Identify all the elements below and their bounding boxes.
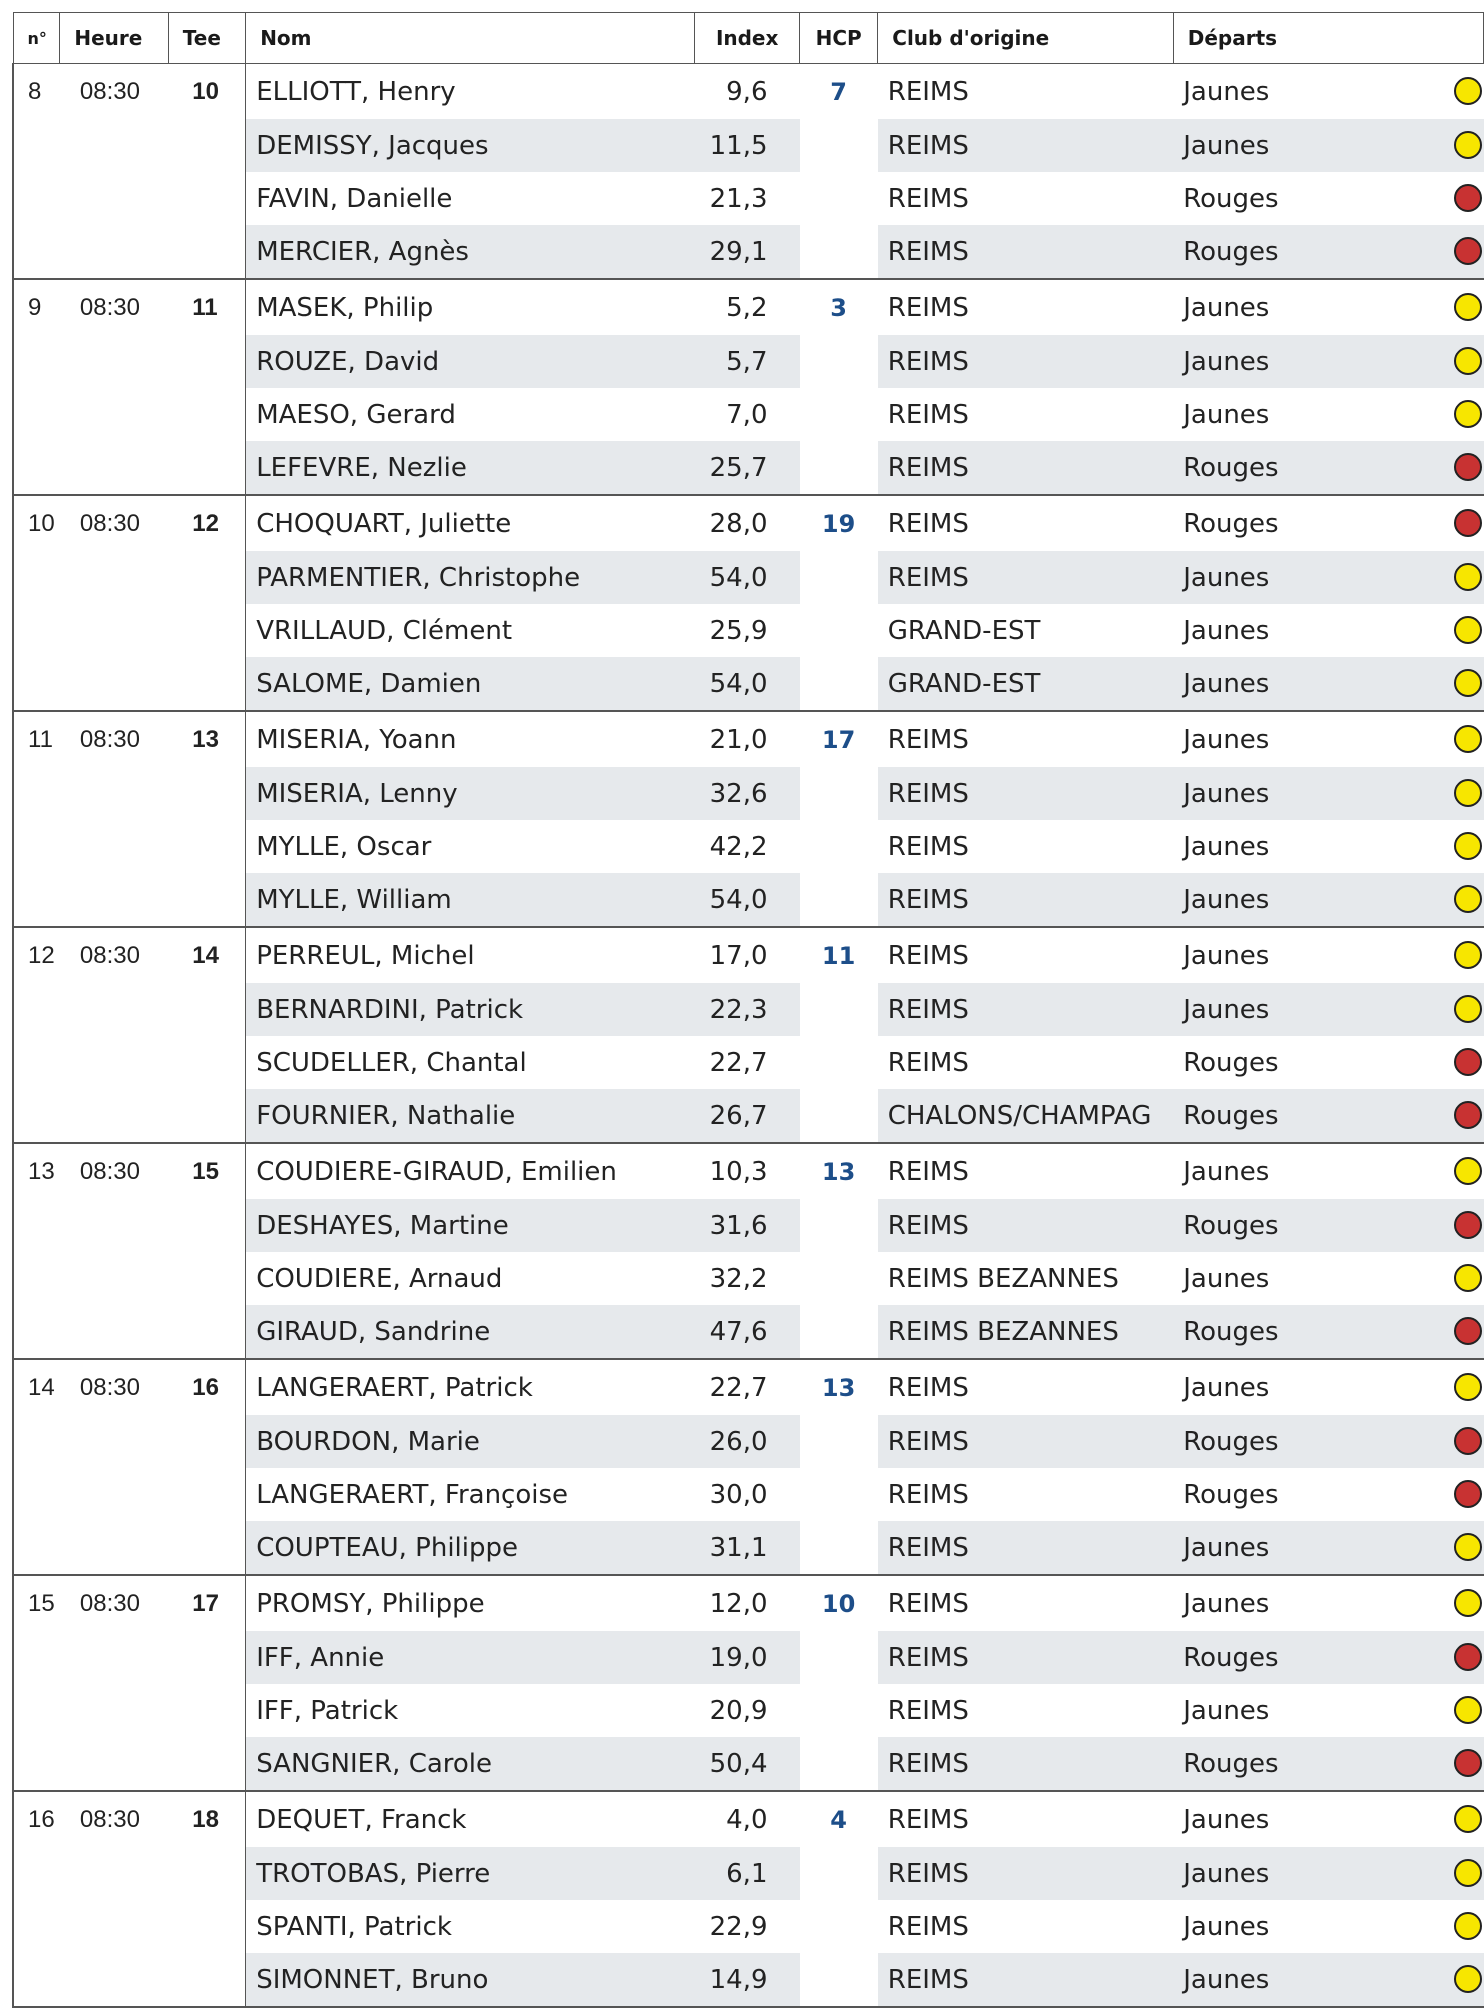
- player-depart: [1173, 119, 1483, 172]
- player-index: 6,1: [695, 1847, 800, 1900]
- tee-color-icon: [1454, 669, 1482, 697]
- tee-color-icon: [1454, 131, 1482, 159]
- player-name: MYLLE, Oscar: [246, 820, 695, 873]
- player-name: PROMSY, Philippe: [246, 1575, 695, 1631]
- table-row: [13, 1143, 1484, 1199]
- player-name: ROUZE, David: [246, 335, 695, 388]
- player-depart: [1173, 495, 1483, 551]
- group-hcp: 3: [800, 279, 878, 495]
- tee-group: [13, 1143, 1484, 1359]
- depart-label: Jaunes: [1183, 1804, 1270, 1835]
- player-depart: [1173, 1252, 1483, 1305]
- header-index: Index: [695, 13, 800, 64]
- player-index: 25,7: [695, 441, 800, 495]
- player-name: SANGNIER, Carole: [246, 1737, 695, 1791]
- group-hcp: 4: [800, 1791, 878, 2007]
- player-club: REIMS: [878, 119, 1173, 172]
- player-name: LANGERAERT, Françoise: [246, 1468, 695, 1521]
- tee-color-icon: [1454, 1317, 1482, 1345]
- player-depart: [1173, 335, 1483, 388]
- tee-color-icon: [1454, 1264, 1482, 1292]
- tee-color-icon: [1454, 725, 1482, 753]
- player-club: REIMS: [878, 767, 1173, 820]
- start-time: 08:30: [79, 1374, 140, 1401]
- player-name: COUPTEAU, Philippe: [246, 1521, 695, 1575]
- table-row: [13, 64, 1484, 120]
- start-time: 08:30: [79, 1158, 140, 1185]
- depart-label: Jaunes: [1183, 1372, 1270, 1403]
- tee-color-icon: [1454, 347, 1482, 375]
- depart-label: Rouges: [1183, 1047, 1279, 1078]
- player-index: 31,1: [695, 1521, 800, 1575]
- player-index: 30,0: [709, 1479, 768, 1510]
- tee-color-icon: [1454, 1965, 1482, 1993]
- player-depart: [1173, 927, 1483, 983]
- player-index: 32,2: [709, 1263, 768, 1294]
- player-depart: [1173, 441, 1483, 495]
- tee-color-icon: [1454, 1912, 1482, 1940]
- depart-label: Jaunes: [1183, 399, 1270, 430]
- tee-color-icon: [1454, 1805, 1482, 1833]
- tee-color-icon: [1454, 1211, 1482, 1239]
- start-time: 08:30: [79, 1806, 140, 1833]
- depart-label: Rouges: [1183, 183, 1279, 214]
- player-index: 26,7: [695, 1089, 800, 1143]
- player-index: 5,7: [695, 335, 800, 388]
- player-depart: [1173, 388, 1483, 441]
- group-number: 12: [13, 927, 60, 1143]
- player-name: LEFEVRE, Nezlie: [246, 441, 695, 495]
- player-depart: [1173, 1575, 1483, 1631]
- player-club: REIMS: [887, 399, 969, 430]
- player-club: REIMS: [878, 1415, 1173, 1468]
- player-name: BOURDON, Marie: [246, 1415, 695, 1468]
- tee-number: 11: [192, 294, 218, 321]
- player-name: COUDIERE-GIRAUD, Emilien: [246, 1143, 695, 1199]
- player-index: 54,0: [695, 551, 800, 604]
- tee-number: 18: [192, 1806, 219, 1833]
- table-row: [13, 1791, 1484, 1847]
- player-index: 21,3: [709, 183, 768, 214]
- player-index: 28,0: [709, 508, 768, 539]
- player-depart: [1173, 1737, 1483, 1791]
- group-number: 15: [13, 1575, 60, 1791]
- depart-label: Jaunes: [1183, 130, 1270, 161]
- group-hcp: 7: [800, 64, 878, 280]
- player-club: REIMS: [878, 983, 1173, 1036]
- player-club: REIMS: [887, 940, 969, 971]
- group-number: 8: [13, 64, 60, 280]
- player-name: SCUDELLER, Chantal: [246, 1036, 695, 1089]
- player-name: MISERIA, Lenny: [246, 767, 695, 820]
- player-club: REIMS: [887, 1588, 969, 1619]
- player-club: REIMS: [887, 1372, 969, 1403]
- player-name: TROTOBAS, Pierre: [246, 1847, 695, 1900]
- group-number: 11: [13, 711, 60, 927]
- player-name: DEMISSY, Jacques: [246, 119, 695, 172]
- player-index: 7,0: [726, 399, 768, 430]
- player-name: IFF, Annie: [246, 1631, 695, 1684]
- depart-label: Rouges: [1183, 1100, 1279, 1131]
- depart-label: Jaunes: [1183, 562, 1270, 593]
- tee-color-icon: [1454, 995, 1482, 1023]
- depart-label: Rouges: [1183, 1426, 1279, 1457]
- tee-number: 16: [192, 1374, 219, 1401]
- player-depart: [1173, 1199, 1483, 1252]
- header-club: Club d'origine: [878, 13, 1173, 64]
- group-number: 13: [13, 1143, 60, 1359]
- player-club: REIMS BEZANNES: [887, 1263, 1119, 1294]
- player-index: 12,0: [709, 1588, 768, 1619]
- player-club: REIMS: [878, 1953, 1173, 2007]
- depart-label: Rouges: [1183, 236, 1279, 267]
- header-heure: Heure: [60, 13, 168, 64]
- player-name: MAESO, Gerard: [246, 388, 695, 441]
- player-club: GRAND-EST: [878, 657, 1173, 711]
- tee-number: 17: [192, 1590, 219, 1617]
- player-club: REIMS: [878, 1847, 1173, 1900]
- tee-group: [13, 64, 1484, 280]
- depart-label: Rouges: [1183, 1316, 1279, 1347]
- start-time: 08:30: [79, 726, 140, 753]
- player-club: REIMS: [878, 225, 1173, 279]
- player-depart: [1173, 1359, 1483, 1415]
- player-club: REIMS: [887, 1804, 969, 1835]
- depart-label: Rouges: [1183, 1642, 1279, 1673]
- group-hcp: 13: [800, 1359, 878, 1575]
- player-index: 14,9: [695, 1953, 800, 2007]
- tee-color-icon: [1454, 563, 1482, 591]
- player-depart: [1173, 225, 1483, 279]
- player-depart: [1173, 1468, 1483, 1521]
- player-depart: [1173, 711, 1483, 767]
- player-index: 26,0: [695, 1415, 800, 1468]
- player-club: REIMS: [887, 183, 969, 214]
- player-index: 19,0: [695, 1631, 800, 1684]
- tee-group: [13, 1791, 1484, 2007]
- player-name: VRILLAUD, Clément: [246, 604, 695, 657]
- tee-color-icon: [1454, 184, 1482, 212]
- player-name: PARMENTIER, Christophe: [246, 551, 695, 604]
- player-depart: [1173, 1791, 1483, 1847]
- depart-label: Jaunes: [1183, 1263, 1270, 1294]
- depart-label: Jaunes: [1183, 940, 1270, 971]
- tee-group: [13, 495, 1484, 711]
- tee-color-icon: [1454, 779, 1482, 807]
- player-club: REIMS: [887, 1911, 969, 1942]
- player-index: 22,7: [709, 1047, 768, 1078]
- tee-color-icon: [1454, 1589, 1482, 1617]
- tee-color-icon: [1454, 453, 1482, 481]
- player-club: REIMS: [887, 724, 969, 755]
- player-index: 10,3: [709, 1156, 768, 1187]
- tee-number: 15: [192, 1158, 219, 1185]
- tee-color-icon: [1454, 237, 1482, 265]
- depart-label: Jaunes: [1183, 724, 1270, 755]
- player-club: REIMS: [878, 441, 1173, 495]
- player-index: 22,9: [709, 1911, 768, 1942]
- depart-label: Rouges: [1183, 1748, 1279, 1779]
- depart-label: Jaunes: [1183, 994, 1270, 1025]
- tee-number: 14: [192, 942, 219, 969]
- player-club: REIMS: [878, 1631, 1173, 1684]
- start-time: 08:30: [79, 1590, 140, 1617]
- tee-number: 10: [192, 78, 219, 105]
- player-index: 22,3: [695, 983, 800, 1036]
- player-club: REIMS: [887, 76, 969, 107]
- table-row: [13, 1575, 1484, 1631]
- player-club: GRAND-EST: [887, 615, 1041, 646]
- tee-group: [13, 279, 1484, 495]
- table-row: [13, 927, 1484, 983]
- depart-label: Jaunes: [1183, 884, 1270, 915]
- tee-color-icon: [1454, 1373, 1482, 1401]
- tee-color-icon: [1454, 509, 1482, 537]
- table-row: [13, 279, 1484, 335]
- tee-color-icon: [1454, 293, 1482, 321]
- player-name: BERNARDINI, Patrick: [246, 983, 695, 1036]
- player-depart: [1173, 820, 1483, 873]
- player-index: 17,0: [709, 940, 768, 971]
- player-index: 31,6: [695, 1199, 800, 1252]
- player-depart: [1173, 657, 1483, 711]
- tee-color-icon: [1454, 941, 1482, 969]
- group-hcp: 10: [800, 1575, 878, 1791]
- player-depart: [1173, 551, 1483, 604]
- tee-color-icon: [1454, 1480, 1482, 1508]
- group-hcp: 17: [800, 711, 878, 927]
- tee-color-icon: [1454, 77, 1482, 105]
- player-club: REIMS: [887, 831, 969, 862]
- tee-number: 13: [192, 726, 219, 753]
- player-club: REIMS: [887, 1047, 969, 1078]
- player-depart: [1173, 983, 1483, 1036]
- player-depart: [1173, 1684, 1483, 1737]
- tee-color-icon: [1454, 832, 1482, 860]
- player-depart: [1173, 1036, 1483, 1089]
- group-hcp: 11: [800, 927, 878, 1143]
- player-depart: [1173, 1143, 1483, 1199]
- player-depart: [1173, 1089, 1483, 1143]
- player-name: LANGERAERT, Patrick: [246, 1359, 695, 1415]
- group-number: 9: [13, 279, 60, 495]
- start-time: 08:30: [79, 78, 140, 105]
- player-depart: [1173, 1415, 1483, 1468]
- player-depart: [1173, 64, 1483, 120]
- player-index: 5,2: [726, 292, 768, 323]
- group-hcp: 19: [800, 495, 878, 711]
- player-depart: [1173, 1847, 1483, 1900]
- player-club: REIMS: [887, 1695, 969, 1726]
- start-time: 08:30: [79, 294, 140, 321]
- player-name: DESHAYES, Martine: [246, 1199, 695, 1252]
- player-depart: [1173, 767, 1483, 820]
- depart-label: Jaunes: [1183, 76, 1270, 107]
- tee-color-icon: [1454, 1048, 1482, 1076]
- tee-group: [13, 1575, 1484, 1791]
- player-depart: [1173, 1305, 1483, 1359]
- group-number: 14: [13, 1359, 60, 1575]
- player-index: 32,6: [695, 767, 800, 820]
- player-name: MISERIA, Yoann: [246, 711, 695, 767]
- player-index: 42,2: [709, 831, 768, 862]
- depart-label: Jaunes: [1183, 1695, 1270, 1726]
- player-club: REIMS: [878, 335, 1173, 388]
- tee-color-icon: [1454, 1157, 1482, 1185]
- player-name: ELLIOTT, Henry: [246, 64, 695, 120]
- tee-number: 12: [192, 510, 219, 537]
- depart-label: Rouges: [1183, 1210, 1279, 1241]
- depart-label: Jaunes: [1183, 1156, 1270, 1187]
- player-index: 29,1: [695, 225, 800, 279]
- player-index: 21,0: [709, 724, 768, 755]
- table-row: [13, 495, 1484, 551]
- depart-label: Rouges: [1183, 508, 1279, 539]
- player-club: REIMS BEZANNES: [878, 1305, 1173, 1359]
- player-club: REIMS: [887, 508, 969, 539]
- player-depart: [1173, 172, 1483, 225]
- table-row: [13, 711, 1484, 767]
- player-club: REIMS: [887, 292, 969, 323]
- tee-color-icon: [1454, 1749, 1482, 1777]
- player-index: 54,0: [695, 657, 800, 711]
- player-index: 25,9: [709, 615, 768, 646]
- depart-label: Jaunes: [1183, 615, 1270, 646]
- player-index: 47,6: [695, 1305, 800, 1359]
- player-index: 9,6: [726, 76, 768, 107]
- depart-label: Jaunes: [1183, 292, 1270, 323]
- depart-label: Rouges: [1183, 1479, 1279, 1510]
- depart-label: Jaunes: [1183, 1532, 1270, 1563]
- depart-label: Jaunes: [1183, 1911, 1270, 1942]
- tee-times-table: [12, 12, 1484, 2008]
- player-club: REIMS: [878, 551, 1173, 604]
- group-hcp: 13: [800, 1143, 878, 1359]
- tee-color-icon: [1454, 1859, 1482, 1887]
- player-depart: [1173, 1521, 1483, 1575]
- player-index: 22,7: [709, 1372, 768, 1403]
- tee-color-icon: [1454, 1643, 1482, 1671]
- header-hcp: HCP: [800, 13, 878, 64]
- player-name: CHOQUART, Juliette: [246, 495, 695, 551]
- player-depart: [1173, 604, 1483, 657]
- tee-group: [13, 711, 1484, 927]
- tee-color-icon: [1454, 1533, 1482, 1561]
- table-row: [13, 1359, 1484, 1415]
- player-name: COUDIERE, Arnaud: [246, 1252, 695, 1305]
- depart-label: Jaunes: [1183, 1588, 1270, 1619]
- player-name: MERCIER, Agnès: [246, 225, 695, 279]
- player-name: GIRAUD, Sandrine: [246, 1305, 695, 1359]
- player-club: REIMS: [887, 1156, 969, 1187]
- tee-group: [13, 927, 1484, 1143]
- depart-label: Jaunes: [1183, 1964, 1270, 1995]
- tee-color-icon: [1454, 885, 1482, 913]
- player-club: REIMS: [878, 1521, 1173, 1575]
- depart-label: Jaunes: [1183, 346, 1270, 377]
- depart-label: Jaunes: [1183, 831, 1270, 862]
- tee-group: [13, 1359, 1484, 1575]
- player-club: REIMS: [878, 1199, 1173, 1252]
- depart-label: Jaunes: [1183, 778, 1270, 809]
- header-nom: Nom: [246, 13, 695, 64]
- player-index: 20,9: [709, 1695, 768, 1726]
- player-club: CHALONS/CHAMPAG: [878, 1089, 1173, 1143]
- player-index: 50,4: [695, 1737, 800, 1791]
- player-name: MASEK, Philip: [246, 279, 695, 335]
- player-depart: [1173, 1953, 1483, 2007]
- player-name: FOURNIER, Nathalie: [246, 1089, 695, 1143]
- tee-color-icon: [1454, 1427, 1482, 1455]
- player-name: DEQUET, Franck: [246, 1791, 695, 1847]
- header-departs: Départs: [1173, 13, 1483, 64]
- group-number: 10: [13, 495, 60, 711]
- player-index: 4,0: [726, 1804, 768, 1835]
- player-depart: [1173, 873, 1483, 927]
- tee-color-icon: [1454, 400, 1482, 428]
- player-name: SIMONNET, Bruno: [246, 1953, 695, 2007]
- depart-label: Jaunes: [1183, 1858, 1270, 1889]
- table-header: [13, 13, 1484, 64]
- player-name: PERREUL, Michel: [246, 927, 695, 983]
- header-num: n°: [13, 13, 60, 64]
- player-club: REIMS: [878, 1737, 1173, 1791]
- player-name: MYLLE, William: [246, 873, 695, 927]
- group-number: 16: [13, 1791, 60, 2007]
- tee-color-icon: [1454, 1101, 1482, 1129]
- header-tee: Tee: [168, 13, 245, 64]
- player-index: 54,0: [695, 873, 800, 927]
- player-club: REIMS: [887, 1479, 969, 1510]
- player-club: REIMS: [878, 873, 1173, 927]
- player-name: SPANTI, Patrick: [246, 1900, 695, 1953]
- player-depart: [1173, 1631, 1483, 1684]
- player-name: SALOME, Damien: [246, 657, 695, 711]
- player-depart: [1173, 1900, 1483, 1953]
- player-name: FAVIN, Danielle: [246, 172, 695, 225]
- tee-color-icon: [1454, 616, 1482, 644]
- player-index: 11,5: [695, 119, 800, 172]
- depart-label: Jaunes: [1183, 668, 1270, 699]
- tee-color-icon: [1454, 1696, 1482, 1724]
- start-time: 08:30: [79, 510, 140, 537]
- depart-label: Rouges: [1183, 452, 1279, 483]
- player-name: IFF, Patrick: [246, 1684, 695, 1737]
- player-depart: [1173, 279, 1483, 335]
- start-time: 08:30: [79, 942, 140, 969]
